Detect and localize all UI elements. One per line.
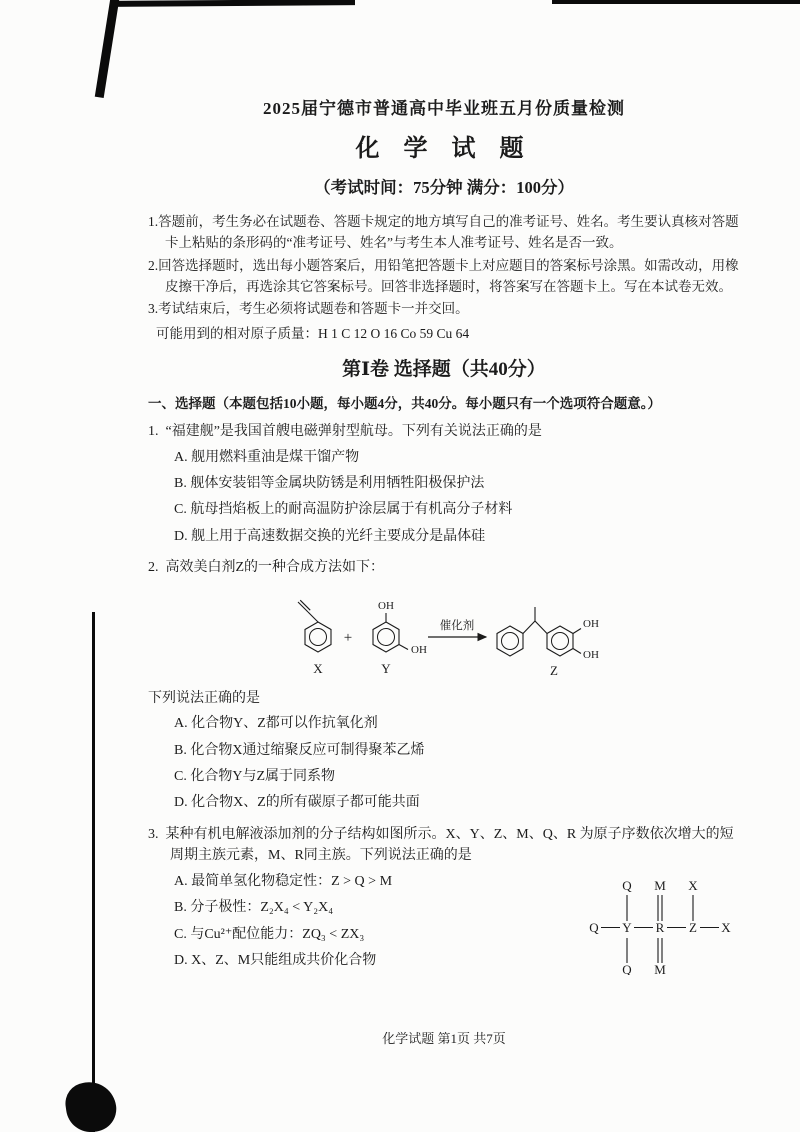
notices-block xyxy=(148,211,740,320)
hydroxyl-label: OH xyxy=(583,617,599,630)
notice-3: 3.考试结束后，考生必须将试题卷和答题卡一并交回。 xyxy=(148,301,469,317)
question-1-option-c: C. 航母挡焰板上的耐高温防护涂层属于有机高分子材料 xyxy=(174,502,513,518)
question-1-option-a: A. 舰用燃料重油是煤干馏产物 xyxy=(174,449,360,465)
catalyst-label: 催化剂 xyxy=(439,619,475,632)
atom-label: Y xyxy=(622,920,632,936)
question-1-stem xyxy=(148,421,740,443)
label-y: Y xyxy=(381,660,391,676)
subject-title: 化 学 试 题 xyxy=(355,136,533,162)
question-2-option-a: A. 化合物Y、Z都可以作抗氧化剂 xyxy=(174,716,378,732)
question-3-options xyxy=(148,869,582,974)
question-2-stem xyxy=(148,557,740,579)
aromatic-circle xyxy=(502,632,519,649)
atomic-masses-line: 可能用到的相对原子质量：H 1 C 12 O 16 Co 59 Cu 64 xyxy=(156,325,470,341)
question-1-option-b: B. 舰体安装铝等金属块防锈是利用牺牲阳极保护法 xyxy=(174,476,485,492)
atom-label: Q xyxy=(622,878,632,894)
benzene-ring xyxy=(305,622,331,652)
question-3-option-a: A. 最简单氢化物稳定性：Z > Q > M xyxy=(174,874,393,890)
q2-reaction-figure xyxy=(286,583,740,684)
atom-label: M xyxy=(654,878,666,894)
label-x: X xyxy=(313,660,323,676)
question-3-body xyxy=(148,869,740,980)
atom-label: X xyxy=(721,920,731,936)
benzene-ring xyxy=(373,622,399,652)
question-2-mid-text: 下列说法正确的是 xyxy=(148,690,260,706)
arrowhead xyxy=(478,633,486,640)
atom-label: X xyxy=(688,878,698,894)
question-3-stem-text: 某种有机电解液添加剂的分子结构如图所示。X、Y、Z、M、Q、R 为原子序数依次增大的短周期主族元素，M、R同主族。下列说法正确的是 xyxy=(165,826,734,864)
page-footer: 化学试题 第1页 共7页 xyxy=(382,1031,506,1046)
bond xyxy=(573,648,581,653)
atom-label: Q xyxy=(622,962,632,976)
scan-artifact xyxy=(92,612,95,1132)
atom-label: M xyxy=(654,962,666,976)
atom-label: Z xyxy=(689,920,697,936)
benzene-ring xyxy=(547,626,573,656)
aromatic-circle xyxy=(378,628,395,645)
question-2-option-d: D. 化合物X、Z的所有碳原子都可能共面 xyxy=(174,795,420,811)
question-3-number: 3. xyxy=(148,826,159,842)
benzene-ring xyxy=(497,626,523,656)
scan-artifact xyxy=(63,1079,119,1132)
question-1 xyxy=(148,421,740,550)
paper-content xyxy=(148,94,740,987)
reaction-scheme-diagram xyxy=(286,583,606,679)
aromatic-circle xyxy=(310,628,327,645)
question-1-number: 1. xyxy=(148,424,159,440)
molecule-structure-diagram xyxy=(582,875,734,975)
bond xyxy=(399,644,408,649)
aromatic-circle xyxy=(552,632,569,649)
atom-label: R xyxy=(655,920,665,936)
q3-molecule-figure xyxy=(582,875,734,980)
notice-2: 2.回答选择题时，选出每小题答案后，用铅笔把答题卡上对应题目的答案标号涂黑。如需改动，用橡皮擦干净后，再选涂其它答案标号。回答非选择题时，将答案写在答题卡上。写在本试卷无效。 xyxy=(148,257,739,294)
bond xyxy=(308,612,318,622)
label-z: Z xyxy=(550,662,558,678)
hydroxyl-label: OH xyxy=(583,648,599,661)
question-3-option-c: C. 与Cu²⁺配位能力：ZQ₃ < ZX₃ xyxy=(174,926,365,942)
atom-label: Q xyxy=(589,920,599,936)
question-3-stem xyxy=(148,824,740,867)
question-3-option-d: D. X、Z、M只能组成共价化合物 xyxy=(174,953,377,969)
hydroxyl-label: OH xyxy=(378,599,394,612)
section-title: 第Ⅰ卷 选择题（共40分） xyxy=(342,358,546,380)
exam-info: （考试时间：75分钟 满分：100分） xyxy=(314,178,574,197)
plus-sign: + xyxy=(343,629,353,646)
question-2-number: 2. xyxy=(148,560,159,576)
bond xyxy=(573,628,581,633)
question-2-stem-text: 高效美白剂Z的一种合成方法如下： xyxy=(165,560,385,576)
bond xyxy=(535,621,547,634)
question-2 xyxy=(148,557,740,817)
exam-title: 2025届宁德市普通高中毕业班五月份质量检测 xyxy=(263,99,625,118)
question-1-option-d: D. 舰上用于高速数据交换的光纤主要成分是晶体硅 xyxy=(174,528,486,544)
scan-artifact xyxy=(552,0,800,4)
scan-artifact xyxy=(112,0,355,7)
section-intro: 一、选择题（本题包括10小题，每小题4分，共40分。每小题只有一个选项符合题意。） xyxy=(148,395,661,411)
question-3 xyxy=(148,824,740,980)
question-3-option-b: B. 分子极性：Z₂X₄ < Y₂X₄ xyxy=(174,900,334,916)
scan-artifact xyxy=(95,0,120,98)
bond xyxy=(523,621,535,634)
question-2-option-c: C. 化合物Y与Z属于同系物 xyxy=(174,769,335,785)
question-2-option-b: B. 化合物X通过缩聚反应可制得聚苯乙烯 xyxy=(174,742,425,758)
question-1-stem-text: “福建舰”是我国首艘电磁弹射型航母。下列有关说法正确的是 xyxy=(165,424,542,440)
notice-1: 1.答题前，考生务必在试题卷、答题卡规定的地方填写自己的准考证号、姓名。考生要认真核对答题卡上粘贴的条形码的“准考证号、姓名”与考生本人准考证号、姓名是否一致。 xyxy=(148,214,739,251)
hydroxyl-label: OH xyxy=(411,643,427,656)
